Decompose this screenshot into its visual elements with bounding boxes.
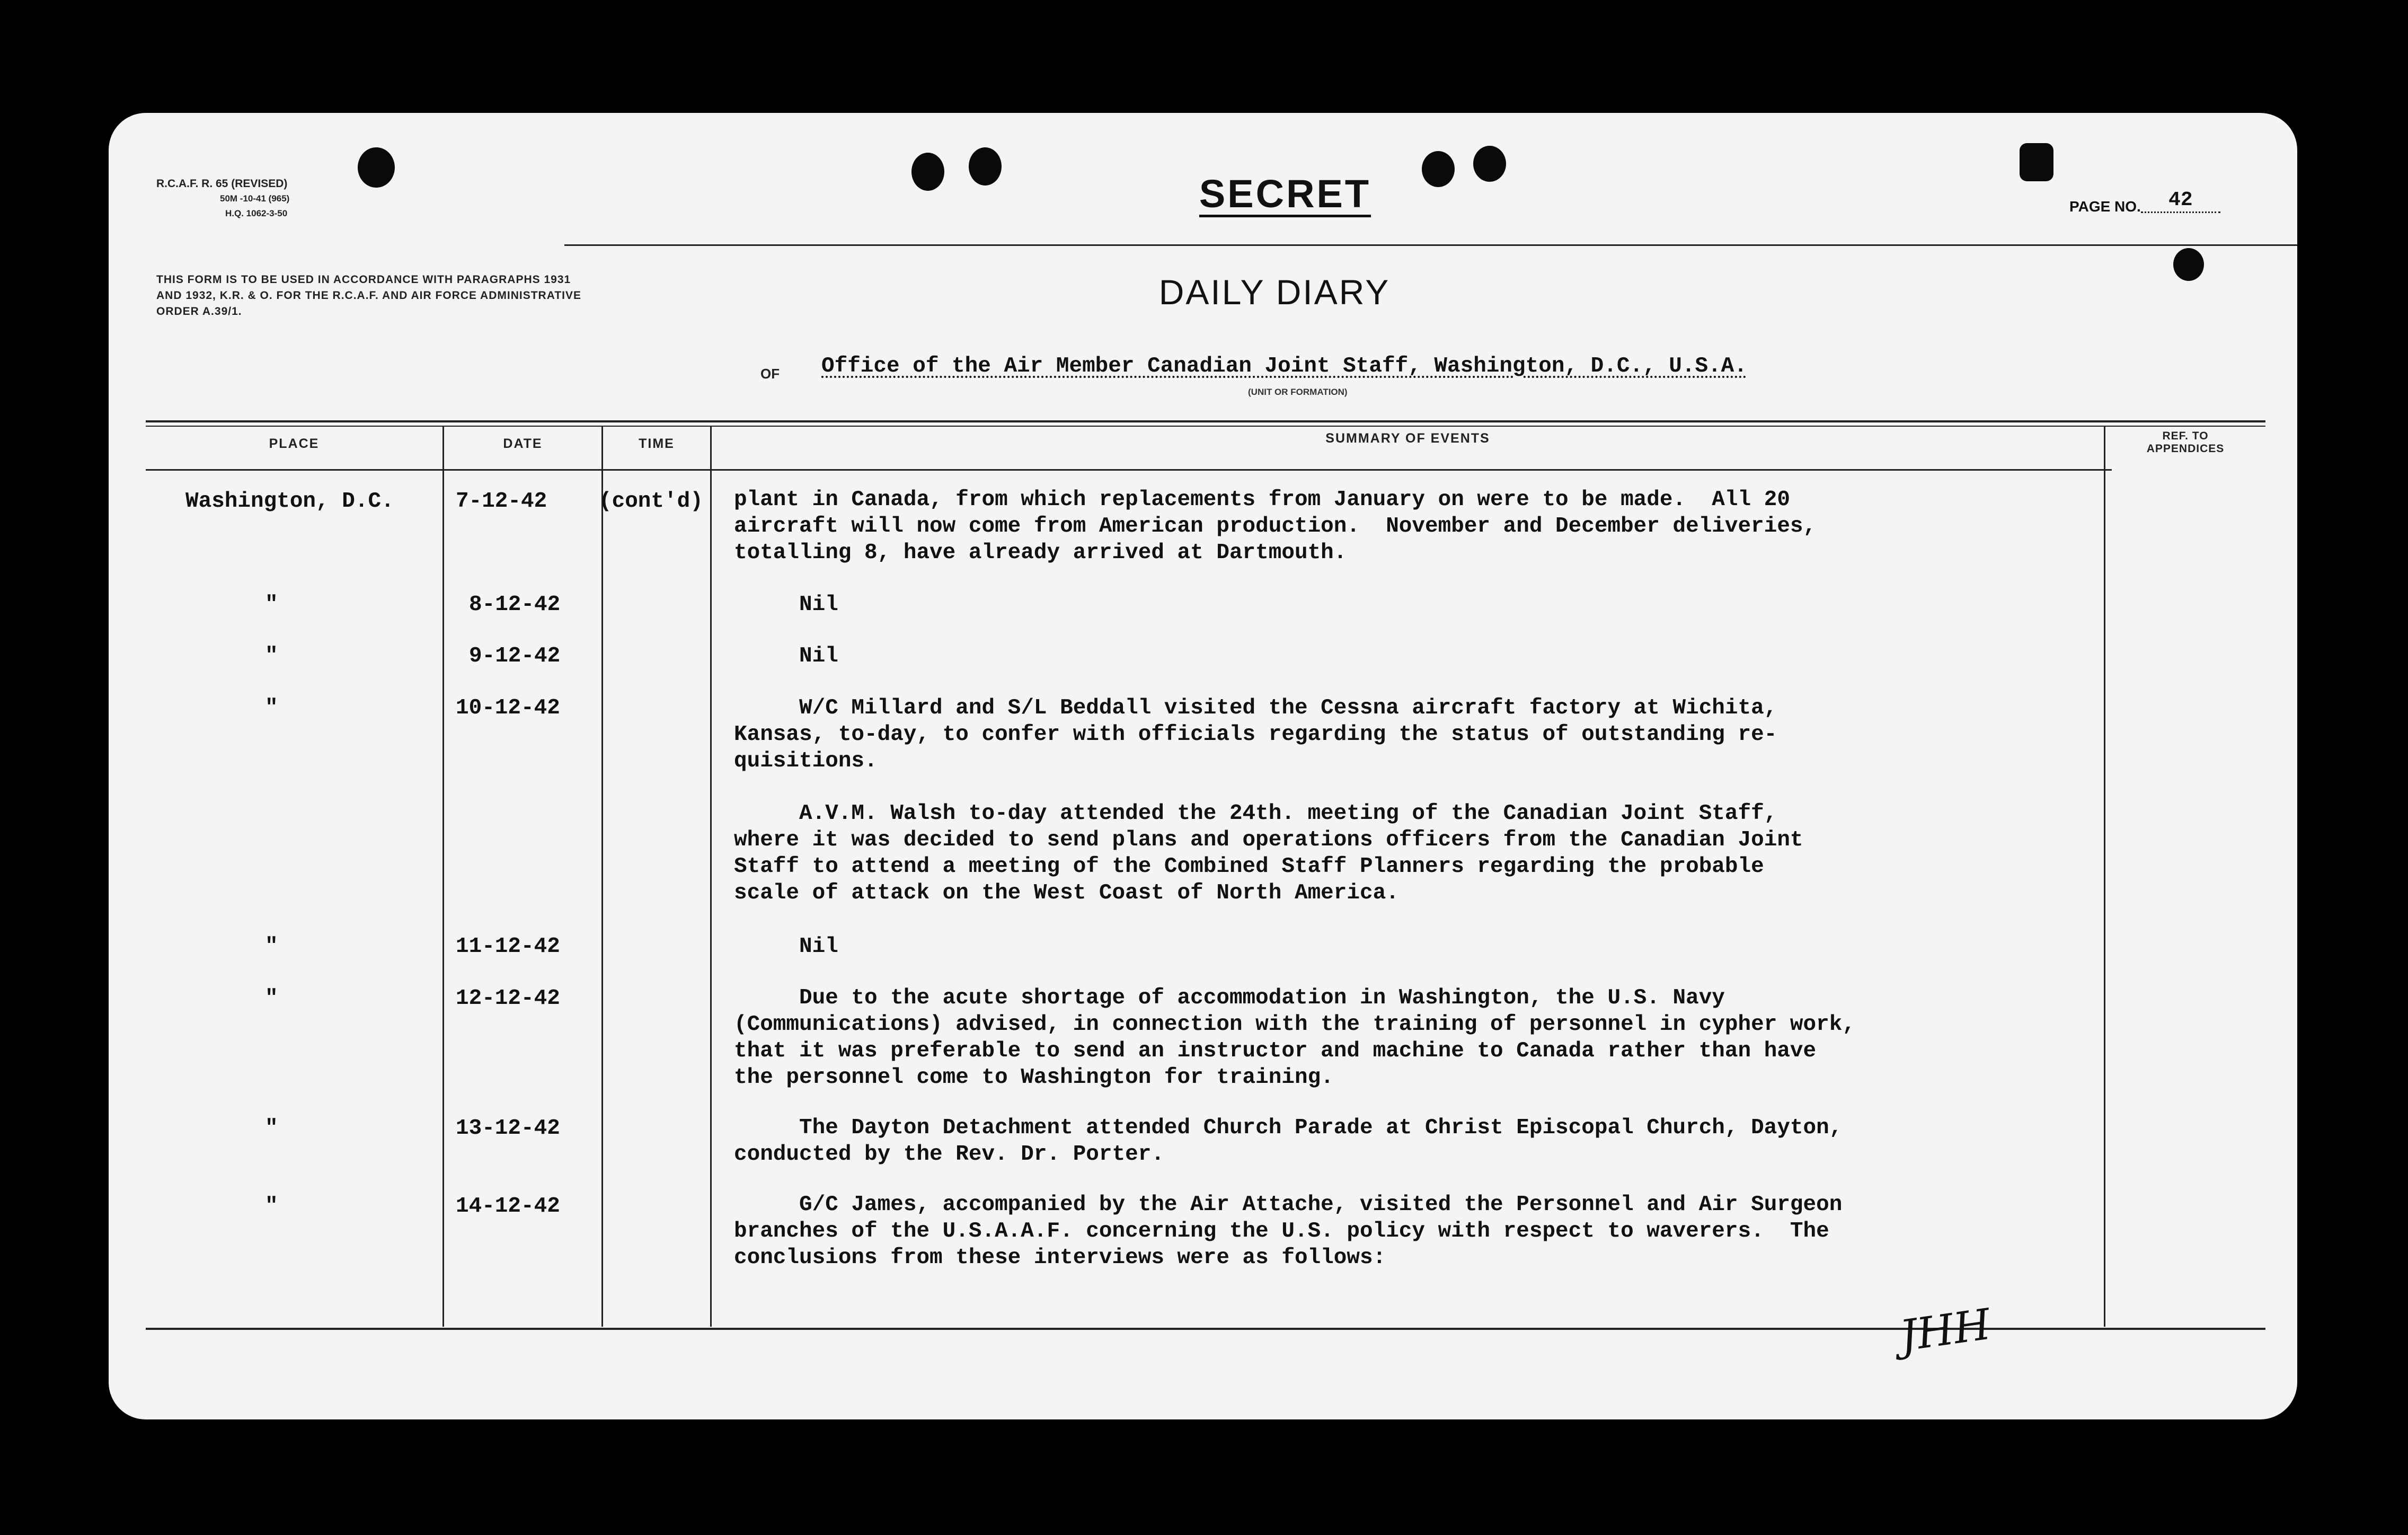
- form-ref-line2: 50M -10-41 (965): [220, 193, 290, 204]
- punch-hole: [2020, 143, 2053, 181]
- entry-date: 11-12-42: [456, 934, 560, 959]
- form-ref-line1: R.C.A.F. R. 65 (REVISED): [156, 178, 288, 190]
- classification-heading: SECRET: [1199, 172, 1371, 216]
- entry-summary: G/C James, accompanied by the Air Attache, visited the Personnel and Air Surgeon branches of the U.S.A.A.F. concerning the U.S. policy with respect to waverers. The conclusions from these interviews were as follows:: [734, 1193, 1843, 1270]
- unit-caption: (UNIT OR FORMATION): [1248, 387, 1348, 397]
- column-header-place: PLACE: [269, 436, 320, 451]
- column-divider: [2104, 426, 2105, 1327]
- entry-place: ": [265, 593, 278, 617]
- column-header-appendices: [2105, 430, 2265, 455]
- punch-hole: [911, 153, 944, 191]
- table-top-rule-2: [146, 426, 2265, 427]
- appendices-line2: APPENDICES: [2146, 443, 2225, 455]
- page-title: DAILY DIARY: [1158, 272, 1391, 312]
- header-rule: [564, 244, 2297, 246]
- table-top-rule: [146, 420, 2265, 422]
- column-header-summary: SUMMARY OF EVENTS: [1325, 431, 1490, 446]
- form-instructions: THIS FORM IS TO BE USED IN ACCORDANCE WITH PARAGRAPHS 1931 AND 1932, K.R. & O. FOR THE R.C.A.F. AND AIR FORCE ADMINISTRATIVE ORDER A.39/1.: [156, 274, 581, 317]
- entry-place: ": [265, 644, 278, 668]
- handwritten-initials: JHH: [1897, 1299, 1994, 1361]
- entry-time: (cont'd): [599, 489, 703, 514]
- entry-date: 9-12-42: [469, 644, 561, 668]
- entry-summary: The Dayton Detachment attended Church Parade at Christ Episcopal Church, Dayton, conducted by the Rev. Dr. Porter.: [734, 1116, 1843, 1167]
- page-number-value: 42: [2141, 189, 2220, 213]
- unit-name: Office of the Air Member Canadian Joint Staff, Washington, D.C., U.S.A.: [821, 354, 1747, 378]
- page-number: [2069, 189, 2220, 219]
- entry-date: 13-12-42: [456, 1116, 560, 1141]
- entry-summary: Due to the acute shortage of accommodation in Washington, the U.S. Navy (Communications) advised, in connection with the training of personnel in cypher work, that it was preferable to send an instructor and machine to Canada rather than have the personnel come to Washington for training.: [734, 986, 1855, 1090]
- column-divider: [601, 426, 603, 1327]
- of-label: OF: [760, 366, 780, 382]
- page-number-label: PAGE NO.: [2069, 198, 2141, 215]
- entry-place: ": [265, 1116, 278, 1141]
- punch-hole: [2173, 248, 2204, 281]
- entry-date: 12-12-42: [456, 986, 560, 1011]
- entry-place: ": [265, 696, 278, 720]
- punch-hole: [969, 147, 1002, 186]
- entry-date: 14-12-42: [456, 1194, 560, 1219]
- entry-date: 8-12-42: [469, 593, 561, 617]
- entry-summary: plant in Canada, from which replacements from January on were to be made. All 20 aircraft will now come from American production. November and December deliveries, totalling 8, have already arrived at Dartmouth.: [734, 488, 1817, 565]
- entry-place: ": [265, 986, 278, 1011]
- form-ref-line3: H.Q. 1062-3-50: [225, 208, 288, 218]
- entry-summary: Nil: [734, 934, 838, 959]
- column-header-date: DATE: [503, 436, 543, 451]
- appendices-line1: REF. TO: [2162, 430, 2209, 442]
- entry-place: ": [265, 1194, 278, 1219]
- entry-summary: Nil: [734, 644, 838, 668]
- table-head-rule: [146, 469, 2112, 471]
- entry-summary: A.V.M. Walsh to-day attended the 24th. meeting of the Canadian Joint Staff, where it was decided to send plans and operations officers from the Canadian Joint Staff to attend a meeting of the Combined Staff Planners regarding the probable scale of attack on the West Coast of North America.: [734, 801, 1803, 905]
- diary-page: [109, 113, 2297, 1419]
- column-header-time: TIME: [639, 436, 675, 451]
- form-reference: [156, 177, 384, 221]
- punch-hole: [1473, 146, 1506, 182]
- column-divider: [442, 426, 444, 1327]
- column-divider: [710, 426, 712, 1327]
- entry-place: ": [265, 934, 278, 959]
- entry-place: Washington, D.C.: [185, 489, 394, 514]
- entry-summary: Nil: [734, 593, 838, 617]
- entry-summary: W/C Millard and S/L Beddall visited the Cessna aircraft factory at Wichita, Kansas, to-day, to confer with officials regarding the status of outstanding re- quisitions.: [734, 696, 1777, 773]
- entry-date: 7-12-42: [456, 489, 547, 514]
- entry-date: 10-12-42: [456, 696, 560, 720]
